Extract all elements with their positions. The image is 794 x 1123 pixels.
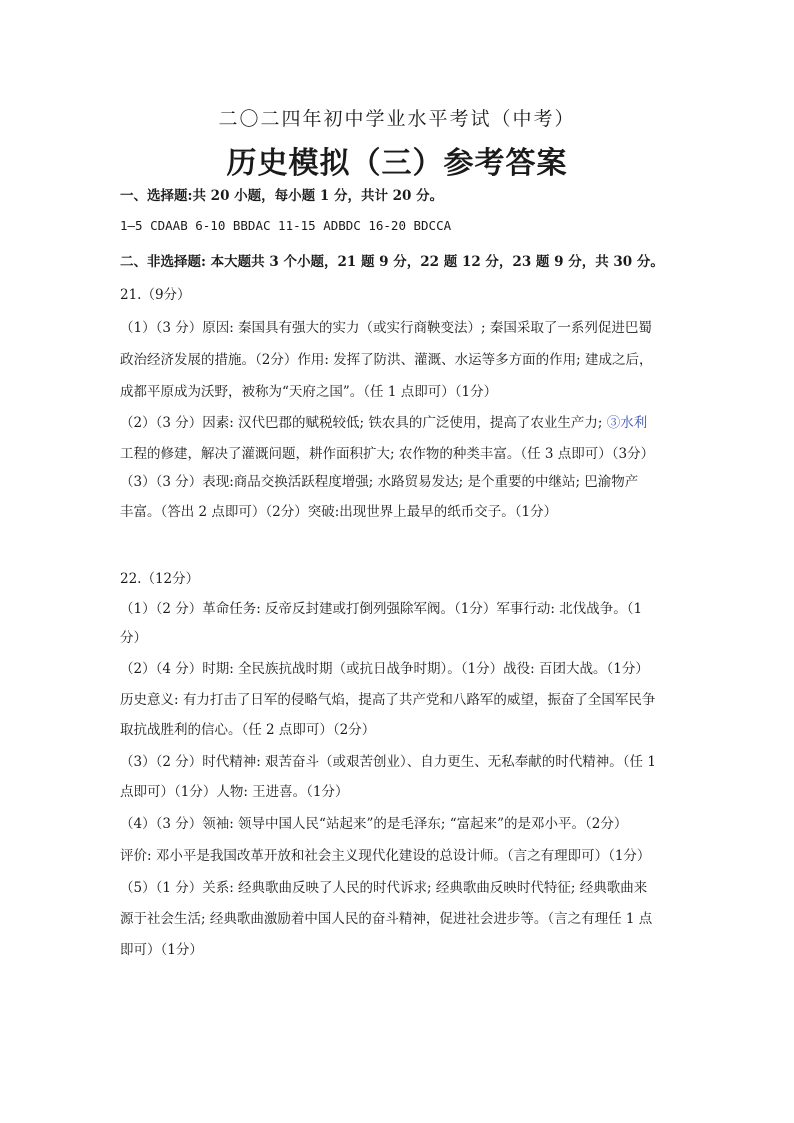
q21-line: 丰富。（答出 2 点即可）（2分）突破:出现世界上最早的纸币交子。（1分） xyxy=(120,504,558,520)
q21-line: （3）（3 分）表现:商品交换活跃程度增强; 水路贸易发达; 是个重要的中继站; 巴渝物产 xyxy=(120,474,639,490)
q21-line: 工程的修建，解决了灌溉问题，耕作面积扩大; 农作物的种类丰富。（任 3 点即可）（3分） xyxy=(120,446,655,462)
part1-answers: 1—5 CDAAB 6-10 BBDAC 11-15 ADBDC 16-20 BDCCA xyxy=(120,218,452,233)
part2-heading: 二、非选择题: 本大题共 3 个小题，21 题 9 分，22 题 12 分，23 题 9 分，共 30 分。 xyxy=(120,254,664,270)
q22-line: （4）（3 分）领袖: 领导中国人民“站起来”的是毛泽东; “富起来”的是邓小平。（2分） xyxy=(120,816,628,832)
q22-line: （5）（1 分）关系: 经典歌曲反映了人民的时代诉求; 经典歌曲反映时代特征; 经典歌曲来 xyxy=(120,880,648,896)
q21-highlight: ③水利 xyxy=(606,415,648,431)
exam-subtitle: 二〇二四年初中学业水平考试（中考） xyxy=(218,108,576,130)
page-title: 历史模拟（三）参考答案 xyxy=(226,146,568,181)
q21-line-with-highlight xyxy=(120,411,647,431)
q22-line: 分） xyxy=(120,630,147,646)
q22-line: 点即可）（1分）人物: 王进喜。（1分） xyxy=(120,784,349,800)
part1-heading: 一、选择题:共 20 小题，每小题 1 分，共计 20 分。 xyxy=(120,188,444,204)
q22-line: 源于社会生活; 经典歌曲激励着中国人民的奋斗精神，促进社会进步等。（言之有理任 1 点 xyxy=(120,911,653,927)
q22-line: （2）（4 分）时期: 全民族抗战时期（或抗日战争时期）。（1分）战役: 百团大战。（1分） xyxy=(120,661,649,677)
q22-line: （3）（2 分）时代精神: 艰苦奋斗（或艰苦创业）、自力更生、无私奉献的时代精神。（任 1 xyxy=(120,754,656,770)
q22-line: 评价: 邓小平是我国改革开放和社会主义现代化建设的总设计师。（言之有理即可）（1分） xyxy=(120,848,651,864)
q21-line: 成都平原成为沃野，被称为“天府之国”。（任 1 点即可）（1分） xyxy=(120,384,498,400)
q22-line: 取抗战胜利的信心。（任 2 点即可）（2分） xyxy=(120,722,376,738)
q22-line: （1）（2 分）革命任务: 反帝反封建或打倒列强除军阀。（1分）军事行动: 北伐战争。（1 xyxy=(120,601,643,617)
q21-line: 政治经济发展的措施。（2分）作用: 发挥了防洪、灌溉、水运等多方面的作用; 建成之后， xyxy=(120,352,653,368)
q21-label: 21.（9分） xyxy=(120,287,191,303)
q22-line: 历史意义: 有力打击了日军的侵略气焰，提高了共产党和八路军的威望，振奋了全国军民争 xyxy=(120,692,656,708)
q22-line: 即可）（1分） xyxy=(120,942,203,958)
q22-label: 22.（12分） xyxy=(120,571,200,587)
q21-line-text: （2）（3 分）因素: 汉代巴郡的赋税较低; 铁农具的广泛使用，提高了农业生产力; xyxy=(120,415,607,431)
q21-line: （1）（3 分）原因: 秦国具有强大的实力（或实行商鞅变法）; 秦国采取了一系列促进巴蜀 xyxy=(120,320,652,336)
